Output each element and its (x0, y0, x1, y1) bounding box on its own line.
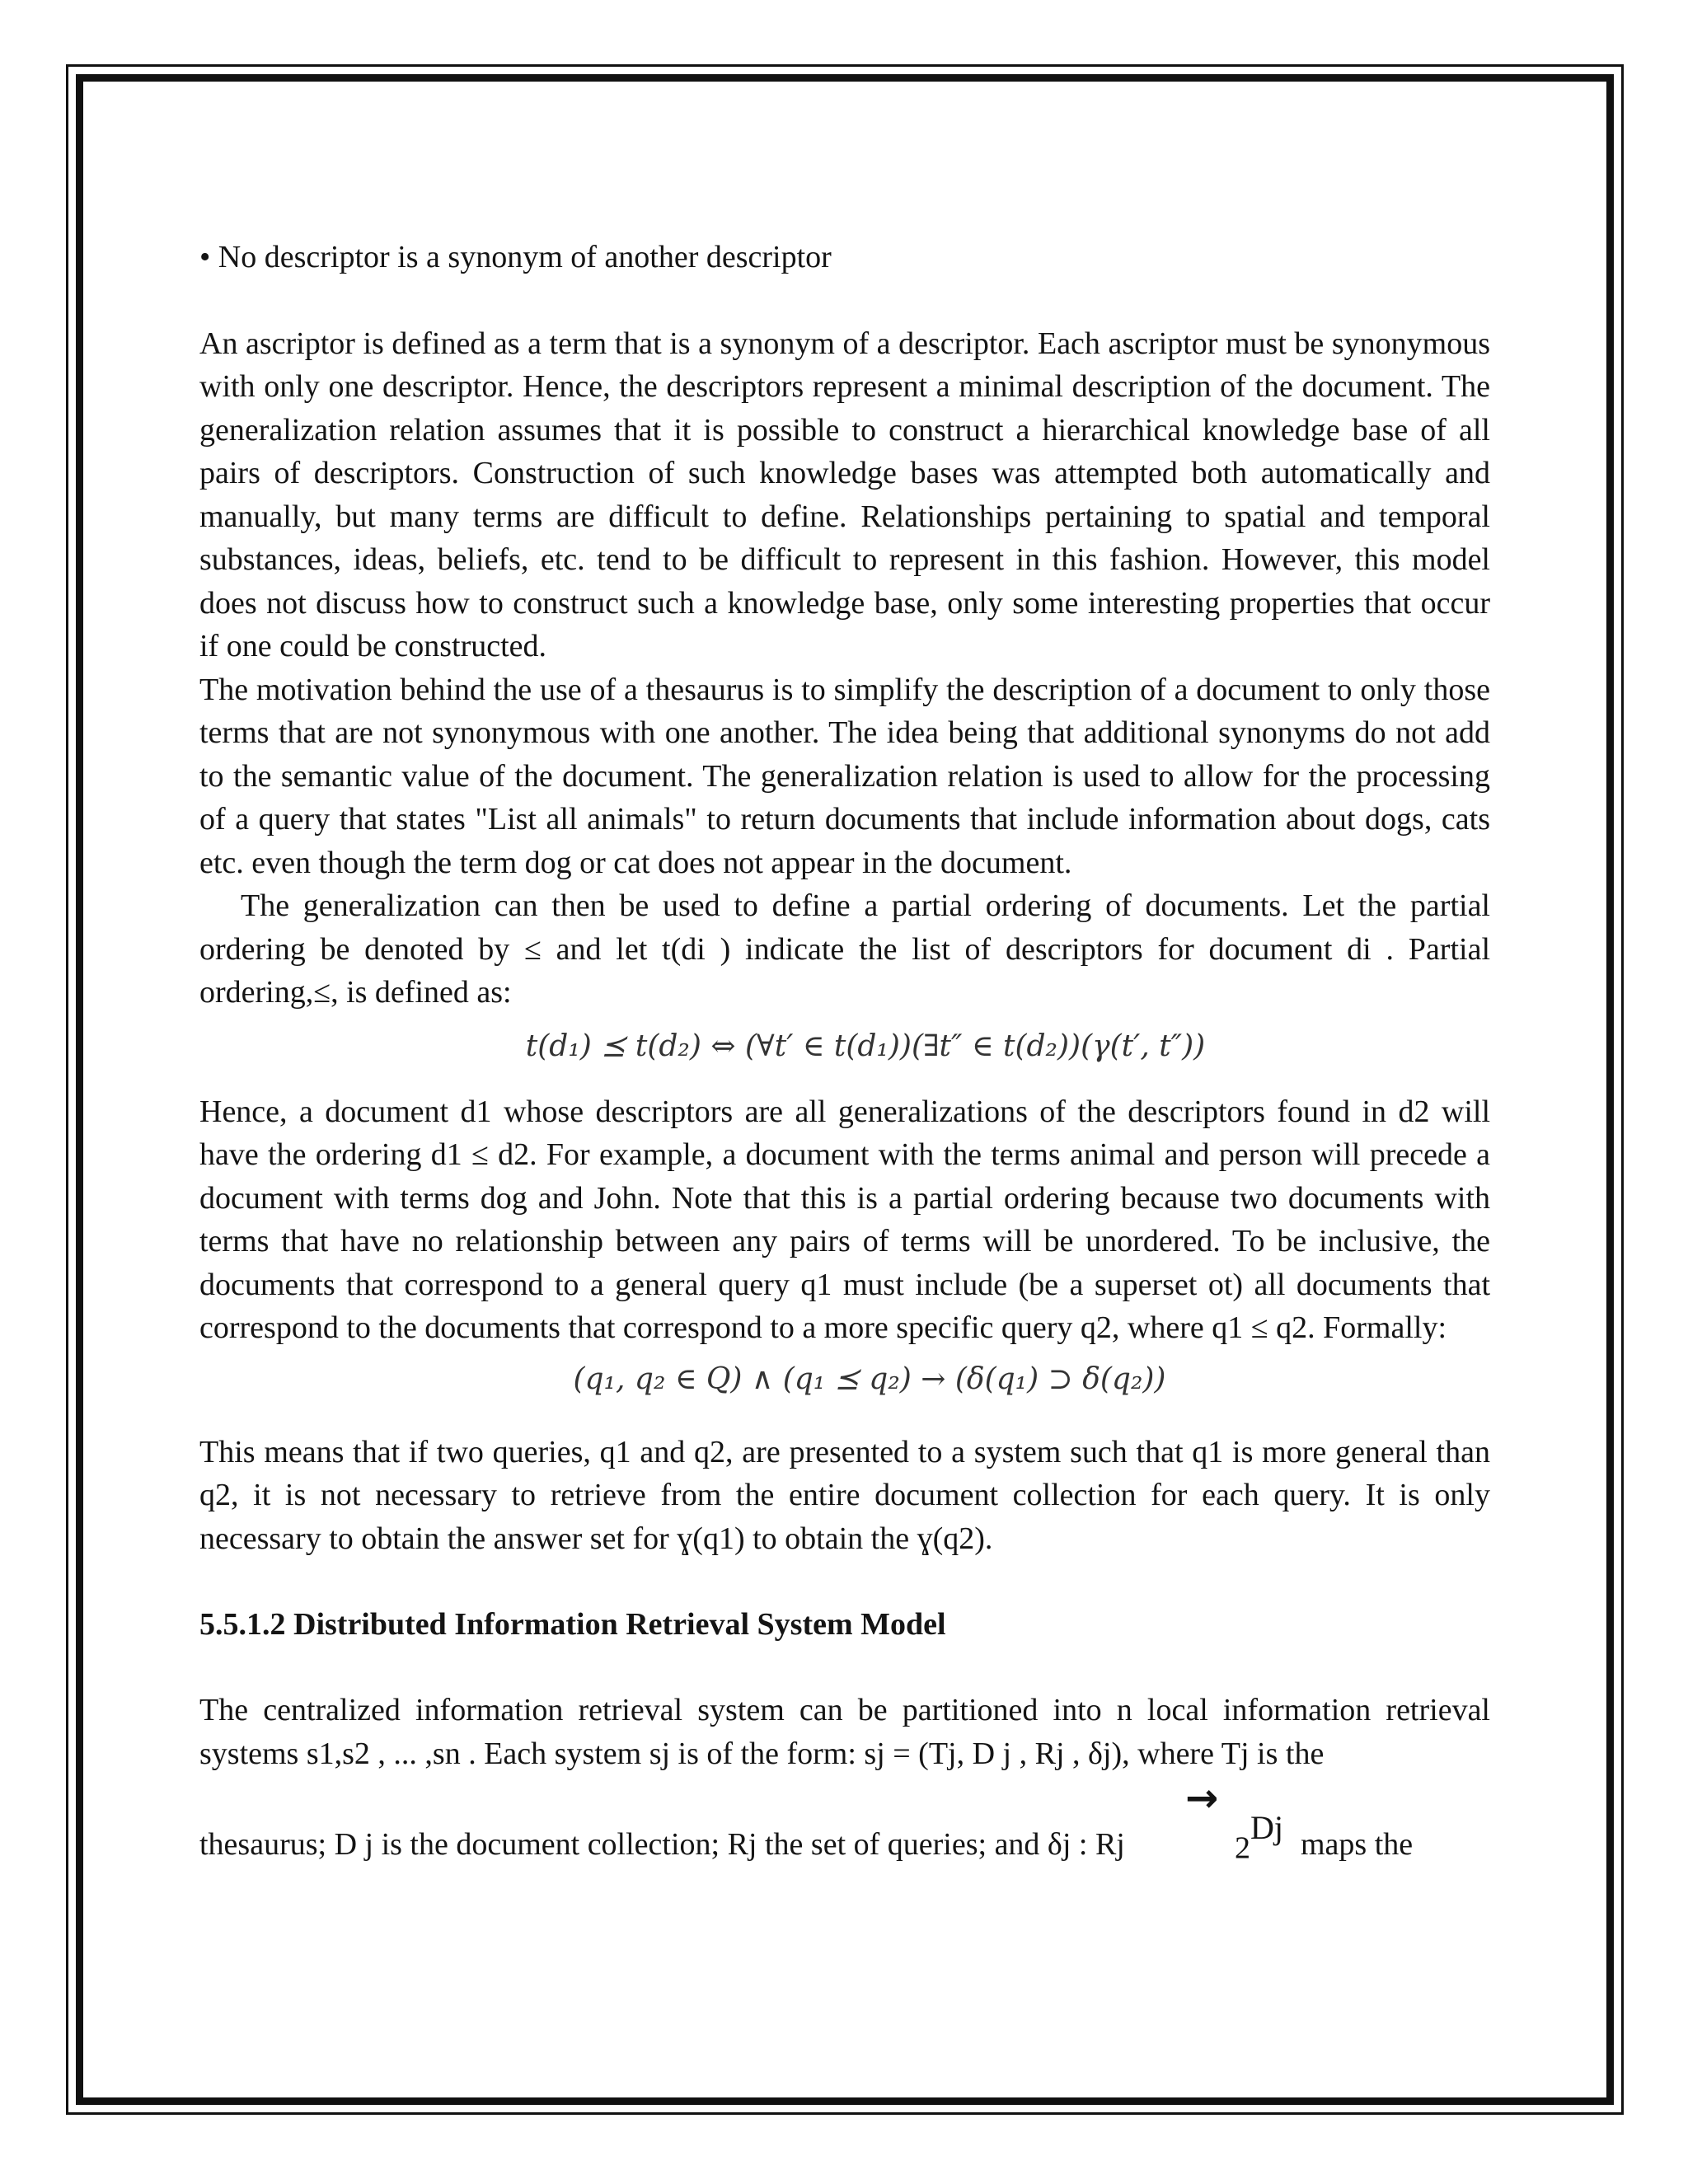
power-base: 2 (1235, 1830, 1250, 1866)
paragraph-distributed-system: The centralized information retrieval system can be partitioned into n local information retrieval systems s1,s2 , ... ,sn . Each system sj is of the form: sj = (Tj, D j , Rj , δj), where Tj is the (199, 1693, 1490, 1771)
paragraph-generalization-example: Hence, a document d1 whose descriptors are all generalizations of the descriptors found in d2 will have the ordering d1 ≤ d2. For example, a document with the terms animal and person will precede a document with terms dog and John. Note that this is a partial ordering because two documents with terms that have no relationship between any pairs of terms will be unordered. To be inclusive, the documents that correspond to a general query q1 must include (be a superset ot) all documents that correspond to the documents that correspond to a more specific query q2, where q1 ≤ q2. Formally: (199, 1094, 1490, 1345)
power-exponent: Dj (1250, 1809, 1283, 1846)
right-arrow-icon: → (1185, 1775, 1219, 1821)
formula-partial-ordering: t(d₁) ⪯ t(d₂) ⇔ (∀t′ ∈ t(d₁))(∃t″ ∈ t(d₂))(γ(t′, t″)) (525, 1029, 1206, 1063)
paragraph-query-answer-set: This means that if two queries, q1 and q2, are presented to a system such that q1 is more general than q2, it is not necessary to retrieve from the entire document collection for each query. It is only necessary to obtain the answer set for ɣ(q1) to obtain the ɣ(q2). (199, 1434, 1490, 1556)
bullet-item: • No descriptor is a synonym of another descriptor (199, 240, 832, 274)
paragraph-partial-ordering: The generalization can then be used to define a partial ordering of documents. Let the partial ordering be denoted by ≤ and let t(di ) indicate the list of descriptors for document di . Partial ordering,≤, is defined as: (199, 888, 1490, 1010)
paragraph-thesaurus-motivation: The motivation behind the use of a thesaurus is to simplify the description of a document to only those terms that are not synonymous with one another. The idea being that additional synonyms do not add to the semantic value of the document. The generalization relation is used to allow for the processing of a query that states "List all animals" to return documents that include information about dogs, cats etc. even though the term dog or cat does not appear in the document. (199, 672, 1490, 880)
power-set-expression (1235, 1809, 1283, 1867)
paragraph-ascriptor: An ascriptor is defined as a term that is a synonym of a descriptor. Each ascriptor must be synonymous with only one descriptor. Hence, the descriptors represent a minimal description of the document. The generalization relation assumes that it is possible to construct a hierarchical knowledge base of all pairs of descriptors. Construction of such knowledge bases was attempted both automatically and manually, but many terms are difficult to define. Relationships pertaining to spatial and temporal substances, ideas, beliefs, etc. tend to be difficult to represent in this fashion. However, this model does not discuss how to construct such a knowledge base, only some interesting properties that occur if one could be constructed. (199, 326, 1490, 663)
last-line (199, 1775, 1490, 1868)
last-line-text: thesaurus; D j is the document collection; Rj the set of queries; and δj : Rj (199, 1827, 1125, 1862)
section-heading: 5.5.1.2 Distributed Information Retrieval System Model (199, 1607, 946, 1642)
formula-query-inclusion: (q₁, q₂ ∈ Q) ∧ (q₁ ⪯ q₂) → (δ(q₁) ⊃ δ(q₂)) (573, 1361, 1166, 1396)
last-line-tail: maps the (1301, 1827, 1414, 1862)
document-body (199, 236, 1490, 1868)
